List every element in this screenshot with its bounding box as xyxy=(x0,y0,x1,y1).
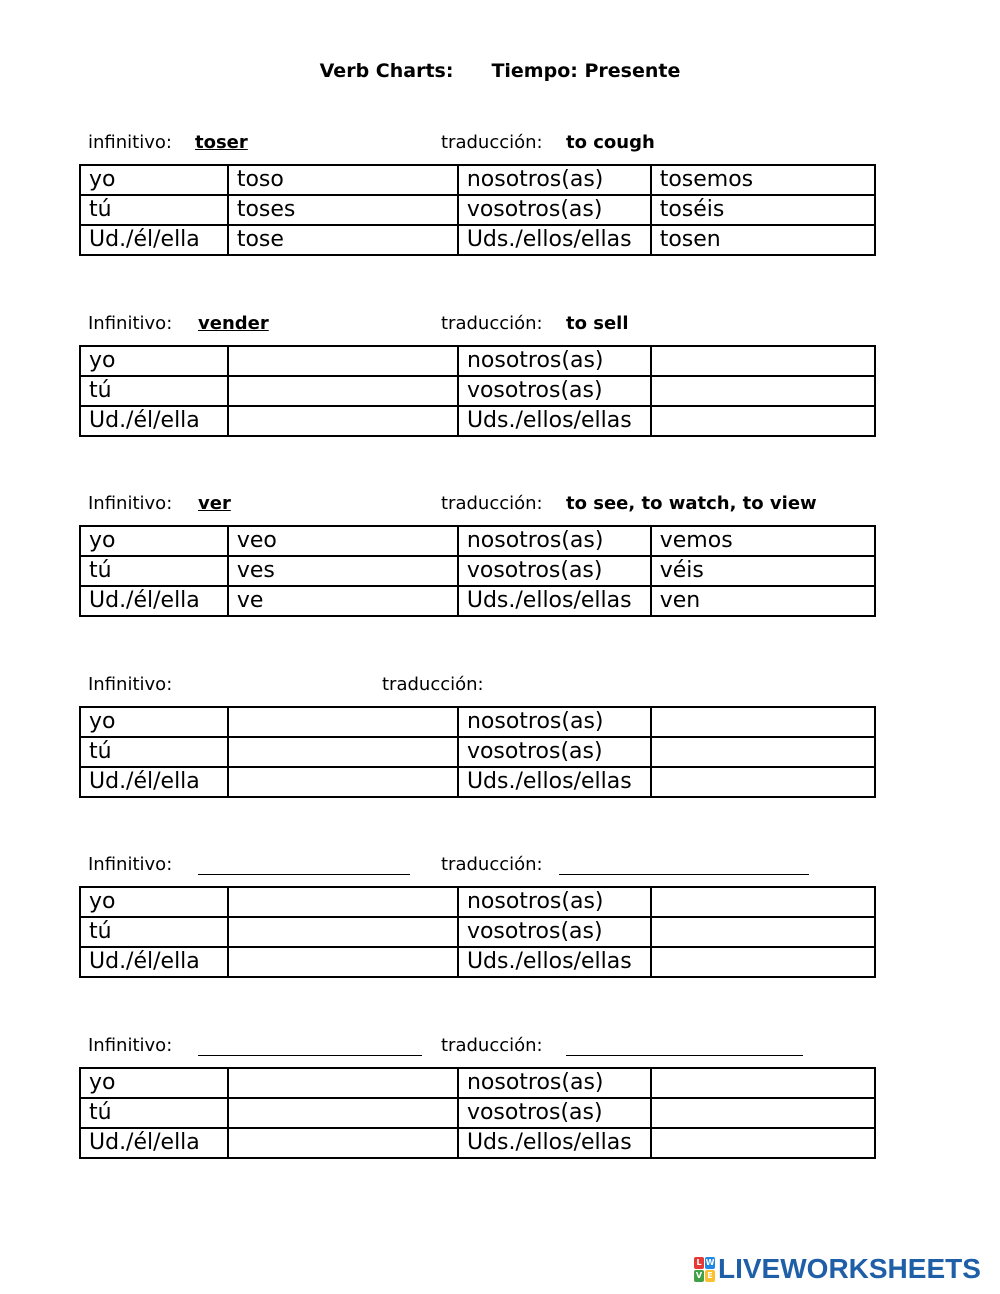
pronoun-singular: tú xyxy=(80,1098,228,1128)
pronoun-singular: yo xyxy=(80,707,228,737)
table-row xyxy=(80,1068,875,1098)
form-plural-field[interactable] xyxy=(651,707,875,737)
verb-header xyxy=(0,854,1000,880)
infinitivo-value: toser xyxy=(195,132,248,153)
conjugation-table xyxy=(79,164,876,256)
pronoun-plural: Uds./ellos/ellas xyxy=(458,406,651,436)
form-plural-field[interactable] xyxy=(651,1098,875,1128)
logo-mark-icon xyxy=(694,1257,715,1282)
form-plural-field[interactable]: toséis xyxy=(651,195,875,225)
form-singular-field[interactable] xyxy=(228,947,458,977)
traduccion-blank[interactable] xyxy=(559,874,809,875)
pronoun-singular: Ud./él/ella xyxy=(80,225,228,255)
table-row xyxy=(80,917,875,947)
traduccion-label: traducción: xyxy=(441,313,543,334)
form-plural-field[interactable] xyxy=(651,887,875,917)
conjugation-table xyxy=(79,886,876,978)
traduccion-value: to see, to watch, to view xyxy=(566,493,817,514)
pronoun-singular: tú xyxy=(80,195,228,225)
verb-section-2 xyxy=(0,313,1000,453)
verb-header xyxy=(0,674,1000,700)
verb-header xyxy=(0,493,1000,519)
pronoun-singular: yo xyxy=(80,887,228,917)
infinitivo-blank[interactable] xyxy=(198,1055,422,1056)
form-plural-field[interactable] xyxy=(651,346,875,376)
logo-mark-cell: W xyxy=(705,1258,715,1267)
conjugation-table xyxy=(79,706,876,798)
form-singular-field[interactable]: ve xyxy=(228,586,458,616)
form-plural-field[interactable]: tosemos xyxy=(651,165,875,195)
form-plural-field[interactable] xyxy=(651,376,875,406)
traduccion-blank[interactable] xyxy=(566,1055,803,1056)
pronoun-plural: nosotros(as) xyxy=(458,1068,651,1098)
logo-mark-cell: E xyxy=(705,1270,715,1282)
verb-header xyxy=(0,132,1000,158)
form-plural-field[interactable] xyxy=(651,1068,875,1098)
table-row xyxy=(80,887,875,917)
pronoun-singular: tú xyxy=(80,737,228,767)
traduccion-value: to sell xyxy=(566,313,629,334)
infinitivo-label: infinitivo: xyxy=(88,132,172,153)
logo-text: LIVEWORKSHEETS xyxy=(718,1253,981,1284)
form-plural-field[interactable]: vemos xyxy=(651,526,875,556)
pronoun-plural: nosotros(as) xyxy=(458,707,651,737)
logo-mark-cell: V xyxy=(695,1271,703,1280)
form-singular-field[interactable] xyxy=(228,707,458,737)
verb-section-6 xyxy=(0,1035,1000,1175)
page-title xyxy=(0,60,1000,82)
form-plural-field[interactable] xyxy=(651,947,875,977)
infinitivo-value: vender xyxy=(198,313,269,334)
pronoun-singular: yo xyxy=(80,526,228,556)
table-row xyxy=(80,346,875,376)
pronoun-singular: Ud./él/ella xyxy=(80,1128,228,1158)
form-singular-field[interactable] xyxy=(228,376,458,406)
pronoun-plural: vosotros(as) xyxy=(458,1098,651,1128)
verb-section-1 xyxy=(0,132,1000,272)
conjugation-table xyxy=(79,1067,876,1159)
pronoun-plural: Uds./ellos/ellas xyxy=(458,947,651,977)
table-row xyxy=(80,707,875,737)
traduccion-label: traducción: xyxy=(441,493,543,514)
verb-section-4 xyxy=(0,674,1000,814)
pronoun-singular: tú xyxy=(80,917,228,947)
traduccion-label: traducción: xyxy=(441,1035,543,1056)
form-singular-field[interactable]: toses xyxy=(228,195,458,225)
conjugation-table xyxy=(79,525,876,617)
form-singular-field[interactable]: veo xyxy=(228,526,458,556)
table-row xyxy=(80,406,875,436)
table-row xyxy=(80,1128,875,1158)
form-singular-field[interactable] xyxy=(228,406,458,436)
pronoun-plural: Uds./ellos/ellas xyxy=(458,767,651,797)
table-row xyxy=(80,376,875,406)
infinitivo-value: ver xyxy=(198,493,231,514)
pronoun-plural: vosotros(as) xyxy=(458,376,651,406)
pronoun-plural: nosotros(as) xyxy=(458,346,651,376)
form-singular-field[interactable] xyxy=(228,737,458,767)
infinitivo-label: Infinitivo: xyxy=(88,1035,173,1056)
logo-mark-cell: L xyxy=(694,1257,704,1269)
form-plural-field[interactable] xyxy=(651,737,875,767)
pronoun-singular: yo xyxy=(80,1068,228,1098)
verb-section-5 xyxy=(0,854,1000,994)
form-plural-field[interactable] xyxy=(651,767,875,797)
traduccion-value: to cough xyxy=(566,132,655,153)
table-row xyxy=(80,1098,875,1128)
traduccion-label: traducción: xyxy=(441,854,543,875)
table-row xyxy=(80,947,875,977)
table-row xyxy=(80,225,875,255)
pronoun-singular: yo xyxy=(80,165,228,195)
pronoun-plural: Uds./ellos/ellas xyxy=(458,225,651,255)
conjugation-table xyxy=(79,345,876,437)
infinitivo-label: Infinitivo: xyxy=(88,313,173,334)
form-plural-field[interactable] xyxy=(651,1128,875,1158)
form-plural-field[interactable]: véis xyxy=(651,556,875,586)
verb-header xyxy=(0,313,1000,339)
verb-header xyxy=(0,1035,1000,1061)
form-singular-field[interactable]: toso xyxy=(228,165,458,195)
form-plural-field[interactable]: ven xyxy=(651,586,875,616)
title-verb-charts: Verb Charts: xyxy=(319,60,454,82)
form-singular-field[interactable] xyxy=(228,346,458,376)
liveworksheets-logo xyxy=(694,1254,981,1284)
infinitivo-blank[interactable] xyxy=(198,874,410,875)
pronoun-singular: Ud./él/ella xyxy=(80,406,228,436)
form-singular-field[interactable] xyxy=(228,1128,458,1158)
table-row xyxy=(80,586,875,616)
pronoun-singular: Ud./él/ella xyxy=(80,767,228,797)
pronoun-plural: vosotros(as) xyxy=(458,737,651,767)
form-singular-field[interactable] xyxy=(228,917,458,947)
title-tiempo: Tiempo: Presente xyxy=(491,60,681,82)
form-singular-field[interactable] xyxy=(228,1068,458,1098)
form-singular-field[interactable]: ves xyxy=(228,556,458,586)
table-row xyxy=(80,165,875,195)
pronoun-plural: nosotros(as) xyxy=(458,887,651,917)
pronoun-singular: Ud./él/ella xyxy=(80,586,228,616)
verb-section-3 xyxy=(0,493,1000,633)
traduccion-label: traducción: xyxy=(441,132,543,153)
form-plural-field[interactable] xyxy=(651,406,875,436)
form-singular-field[interactable] xyxy=(228,1098,458,1128)
table-row xyxy=(80,767,875,797)
traduccion-label: traducción: xyxy=(382,674,484,695)
form-singular-field[interactable] xyxy=(228,887,458,917)
pronoun-singular: Ud./él/ella xyxy=(80,947,228,977)
infinitivo-label: Infinitivo: xyxy=(88,854,173,875)
table-row xyxy=(80,526,875,556)
pronoun-singular: tú xyxy=(80,376,228,406)
form-singular-field[interactable]: tose xyxy=(228,225,458,255)
form-plural-field[interactable] xyxy=(651,917,875,947)
infinitivo-label: Infinitivo: xyxy=(88,674,173,695)
pronoun-plural: Uds./ellos/ellas xyxy=(458,1128,651,1158)
pronoun-singular: yo xyxy=(80,346,228,376)
pronoun-plural: vosotros(as) xyxy=(458,195,651,225)
table-row xyxy=(80,556,875,586)
pronoun-plural: nosotros(as) xyxy=(458,165,651,195)
pronoun-plural: nosotros(as) xyxy=(458,526,651,556)
table-row xyxy=(80,195,875,225)
form-singular-field[interactable] xyxy=(228,767,458,797)
table-row xyxy=(80,737,875,767)
pronoun-singular: tú xyxy=(80,556,228,586)
infinitivo-label: Infinitivo: xyxy=(88,493,173,514)
pronoun-plural: Uds./ellos/ellas xyxy=(458,586,651,616)
form-plural-field[interactable]: tosen xyxy=(651,225,875,255)
pronoun-plural: vosotros(as) xyxy=(458,556,651,586)
pronoun-plural: vosotros(as) xyxy=(458,917,651,947)
